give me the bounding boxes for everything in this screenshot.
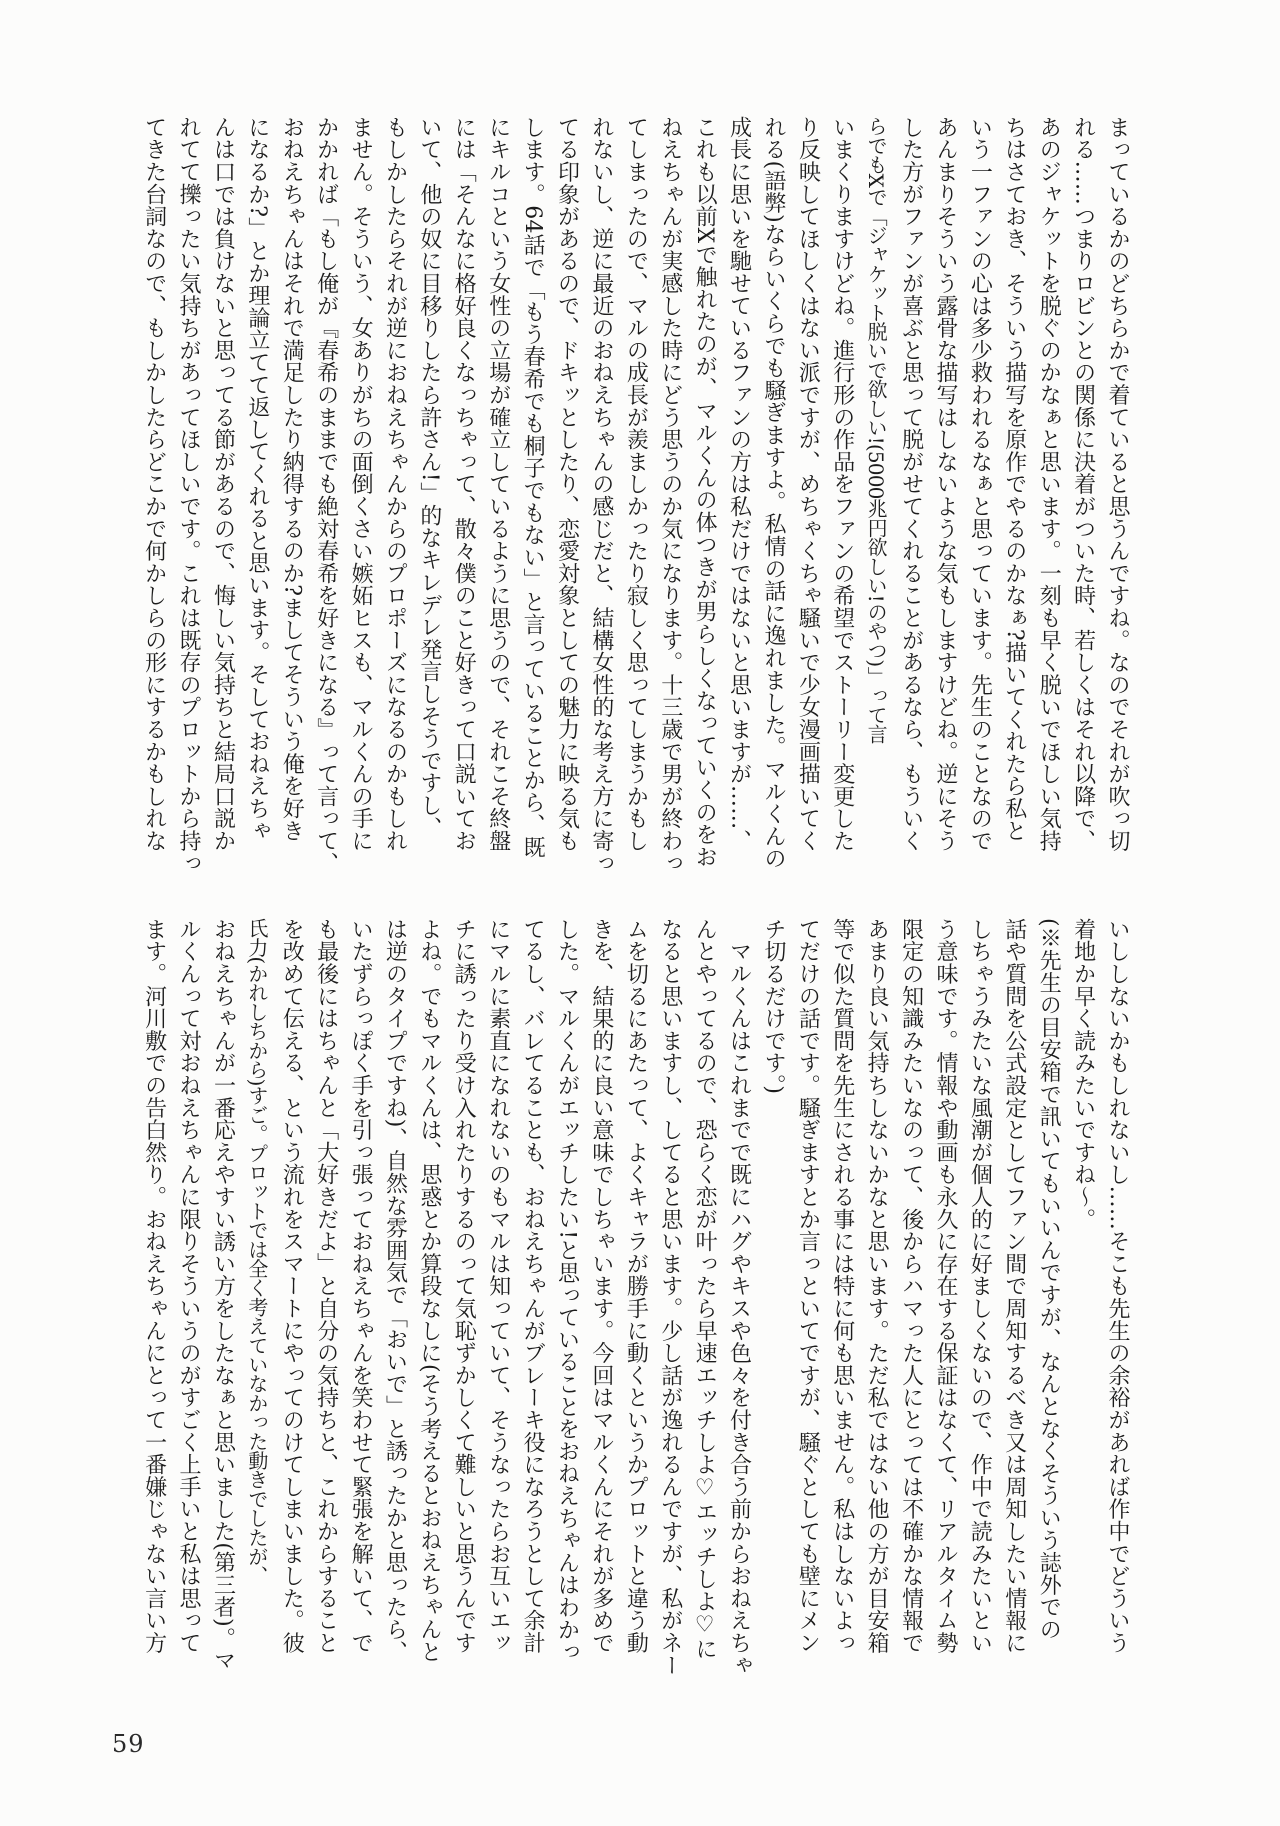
- text-column: てる印象があるので、ドキッとしたり、恋愛対象としての魅力に映る気も: [554, 116, 580, 852]
- text-column: は逆のタイプですね)、自然な雰囲気で「おいで」と誘ったかと思ったら、: [382, 918, 408, 1663]
- text-column: いたずらっぽく手を引っ張っておねえちゃんを笑わせて緊張を解いて、で: [348, 918, 374, 1654]
- text-column: いう一ファンの心は多少救われるなぁと思っています。先生のことなので: [967, 116, 993, 852]
- text-column: ちはさておき、そういう描写を原作でやるのかなぁ?描いてくれたら私と: [1001, 116, 1027, 842]
- text-column: よね。でもマルくんは、思惑とか算段なしに(そう考えるとおねえちゃんと: [416, 918, 442, 1663]
- text-column: ます。河川敷での告白然り。おねえちゃんにとって一番嫌じゃない言い方: [141, 918, 167, 1654]
- text-column: 限定の知識みたいなのって、後からハマった人にとっては不確かな情報で: [898, 918, 924, 1654]
- text-column: ません。そういう、女ありがちの面倒くさい嫉妬ヒスも、マルくんの手に: [348, 116, 374, 852]
- text-column: あのジャケットを脱ぐのかなぁと思います。一刻も早く脱いでほしい気持: [1036, 116, 1062, 852]
- text-column: した。マルくんがエッチしたい!と思っていることをおねえちゃんはわかっ: [554, 918, 580, 1664]
- text-column: ムを切るにあたって、よくキャラが勝手に動くというかプロットと違う動: [623, 918, 649, 1654]
- text-column: を改めて伝える、という流れをスマートにやってのけてしまいました。彼: [279, 918, 305, 1654]
- text-column: (※先生の目安箱で訊いてもいいんですが、なんとなくそういう誌外での: [1036, 918, 1062, 1641]
- text-column: 等で似た質問を先生にされる事には特に何も思いません。私はしないよっ: [829, 918, 855, 1654]
- top-text-block: [136, 116, 1134, 884]
- text-column: にキルコという女性の立場が確立しているように思うので、それこそ終盤: [485, 116, 511, 852]
- page-number: 59: [112, 1730, 145, 1758]
- text-column: かかれば「もし俺が『春希のままでも絶対春希を好きになる』って言って、: [313, 116, 339, 875]
- text-column: にマルに素直になれないのもマルは知っていて、そうなったらお互いエッ: [485, 918, 511, 1654]
- text-column: あまり良い気持ちしないかなと思います。ただ私ではない他の方が目安箱: [864, 918, 890, 1654]
- text-column: きを、結果的に良い意味でしちゃいます。今回はマルくんにそれが多めで: [588, 918, 614, 1654]
- text-column: んとやってるので、恐らく恋が叶ったら早速エッチしよ♡エッチしよ♡に: [692, 918, 718, 1660]
- text-column: ねえちゃんが実感した時にどう思うのか気になります。十三歳で男が終わっ: [657, 116, 683, 875]
- text-column: しちゃうみたいな風潮が個人的に好ましくないので、作中で読みたいとい: [967, 918, 993, 1654]
- text-column: てきた台詞なので、もしかしたらどこかで何かしらの形にするかもしれな: [141, 116, 167, 852]
- text-column: てしまったので、マルの成長が羨ましかったり寂しく思ってしまうかもし: [623, 116, 649, 852]
- text-column: れる……つまりロビンとの関係に決着がついた時、若しくはそれ以降で、: [1070, 116, 1096, 852]
- text-column: した方がファンが喜ぶと思って脱がせてくれることがあるなら、もういく: [898, 116, 924, 852]
- text-column: いまくりますけどね。進行形の作品をファンの希望でストーリー変更した: [829, 116, 855, 852]
- text-column: まっているかのどちらかで着ていると思うんですね。なのでそれが吹っ切: [1105, 116, 1130, 852]
- text-column: おねえちゃんが一番応えやすい誘い方をしたなぁと思いました(第三者)。マ: [210, 918, 236, 1672]
- text-column: おねえちゃんはそれで満足したり納得するのか?ましてそういう俺を好き: [279, 116, 305, 842]
- text-column: れてて擽ったい気持ちがあってほしいです。これは既存のプロットから持っ: [176, 116, 202, 875]
- text-column: 氏力(かれしちから)すご。プロットでは全く考えていなかった動きでしたが、: [244, 918, 269, 1585]
- bottom-text-block: [136, 918, 1134, 1710]
- text-column: てるし、バレてることも、おねえちゃんがブレーキ役になろうとして余計: [520, 918, 546, 1654]
- text-column: 話や質問を公式設定としてファン間で周知するべき又は周知したい情報に: [1001, 918, 1027, 1654]
- text-column: これも以前Xで触れたのが、マルくんの体つきが男らしくなっていくのをお: [692, 116, 718, 868]
- text-column: になるか?」とか理論立てて返してくれると思います。そしておねえちゃ: [244, 116, 270, 842]
- text-column: なると思いますし、してると思います。少し話が逸れるんですが、私がネー: [657, 918, 683, 1677]
- text-column: う意味です。情報や動画も永久に存在する保証はなくて、リアルタイム勢: [932, 918, 958, 1654]
- text-column: らでもXで「ジャケット脱いで欲しい!(5000兆円欲しい!のやつ)」って言: [864, 116, 889, 744]
- text-column: も最後にはちゃんと「大好きだよ」と自分の気持ちと、これからすること: [313, 918, 339, 1654]
- text-column: れる(語弊)ならいくらでも騒ぎますよ。私情の話に逸れました。マルくんの: [760, 116, 786, 870]
- text-column: んは口では負けないと思ってる節があるので、悔しい気持ちと結局口説か: [210, 116, 236, 852]
- text-column: マルくんはこれまでで既にハグやキスや色々を付き合う前からおねえちゃ: [726, 918, 752, 1677]
- text-column: ルくんって対おねえちゃんに限りそういうのがすごく上手いと私は思って: [176, 918, 202, 1654]
- text-column: あんまりそういう露骨な描写はしないような気もしますけどね。逆にそう: [932, 116, 958, 852]
- text-column: り反映してほしくはない派ですが、めちゃくちゃ騒いで少女漫画描いてく: [795, 116, 821, 852]
- text-column: チに誘ったり受け入れたりするのって気恥ずかしくて難しいと思うんです: [451, 918, 477, 1654]
- text-column: いししないかもしれないし……そこも先生の余裕があれば作中でどういう: [1105, 918, 1130, 1654]
- text-column: れないし、逆に最近のおねえちゃんの感じだと、結構女性的な考え方に寄っ: [588, 116, 614, 875]
- text-column: チ切るだけです。): [760, 918, 786, 1095]
- text-column: いて、他の奴に目移りしたら許さん!」的なキレデレ発言しそうですし、: [416, 116, 442, 839]
- text-column: てだけの話です。騒ぎますとか言っといてですが、騒ぐとしても壁にメン: [795, 918, 821, 1654]
- text-column: します。64話で「もう春希でも桐子でもない」と言っていることから、既: [520, 116, 546, 859]
- text-column: には「そんなに格好良くなっちゃって、散々僕のこと好きって口説いてお: [451, 116, 477, 852]
- text-column: 成長に思いを馳せているファンの方は私だけではないと思いますが……、: [726, 116, 752, 852]
- text-column: 着地か早く読みたいですね〜。: [1070, 918, 1096, 1231]
- text-column: もしかしたらそれが逆におねえちゃんからのプロポーズになるのかもしれ: [382, 116, 408, 852]
